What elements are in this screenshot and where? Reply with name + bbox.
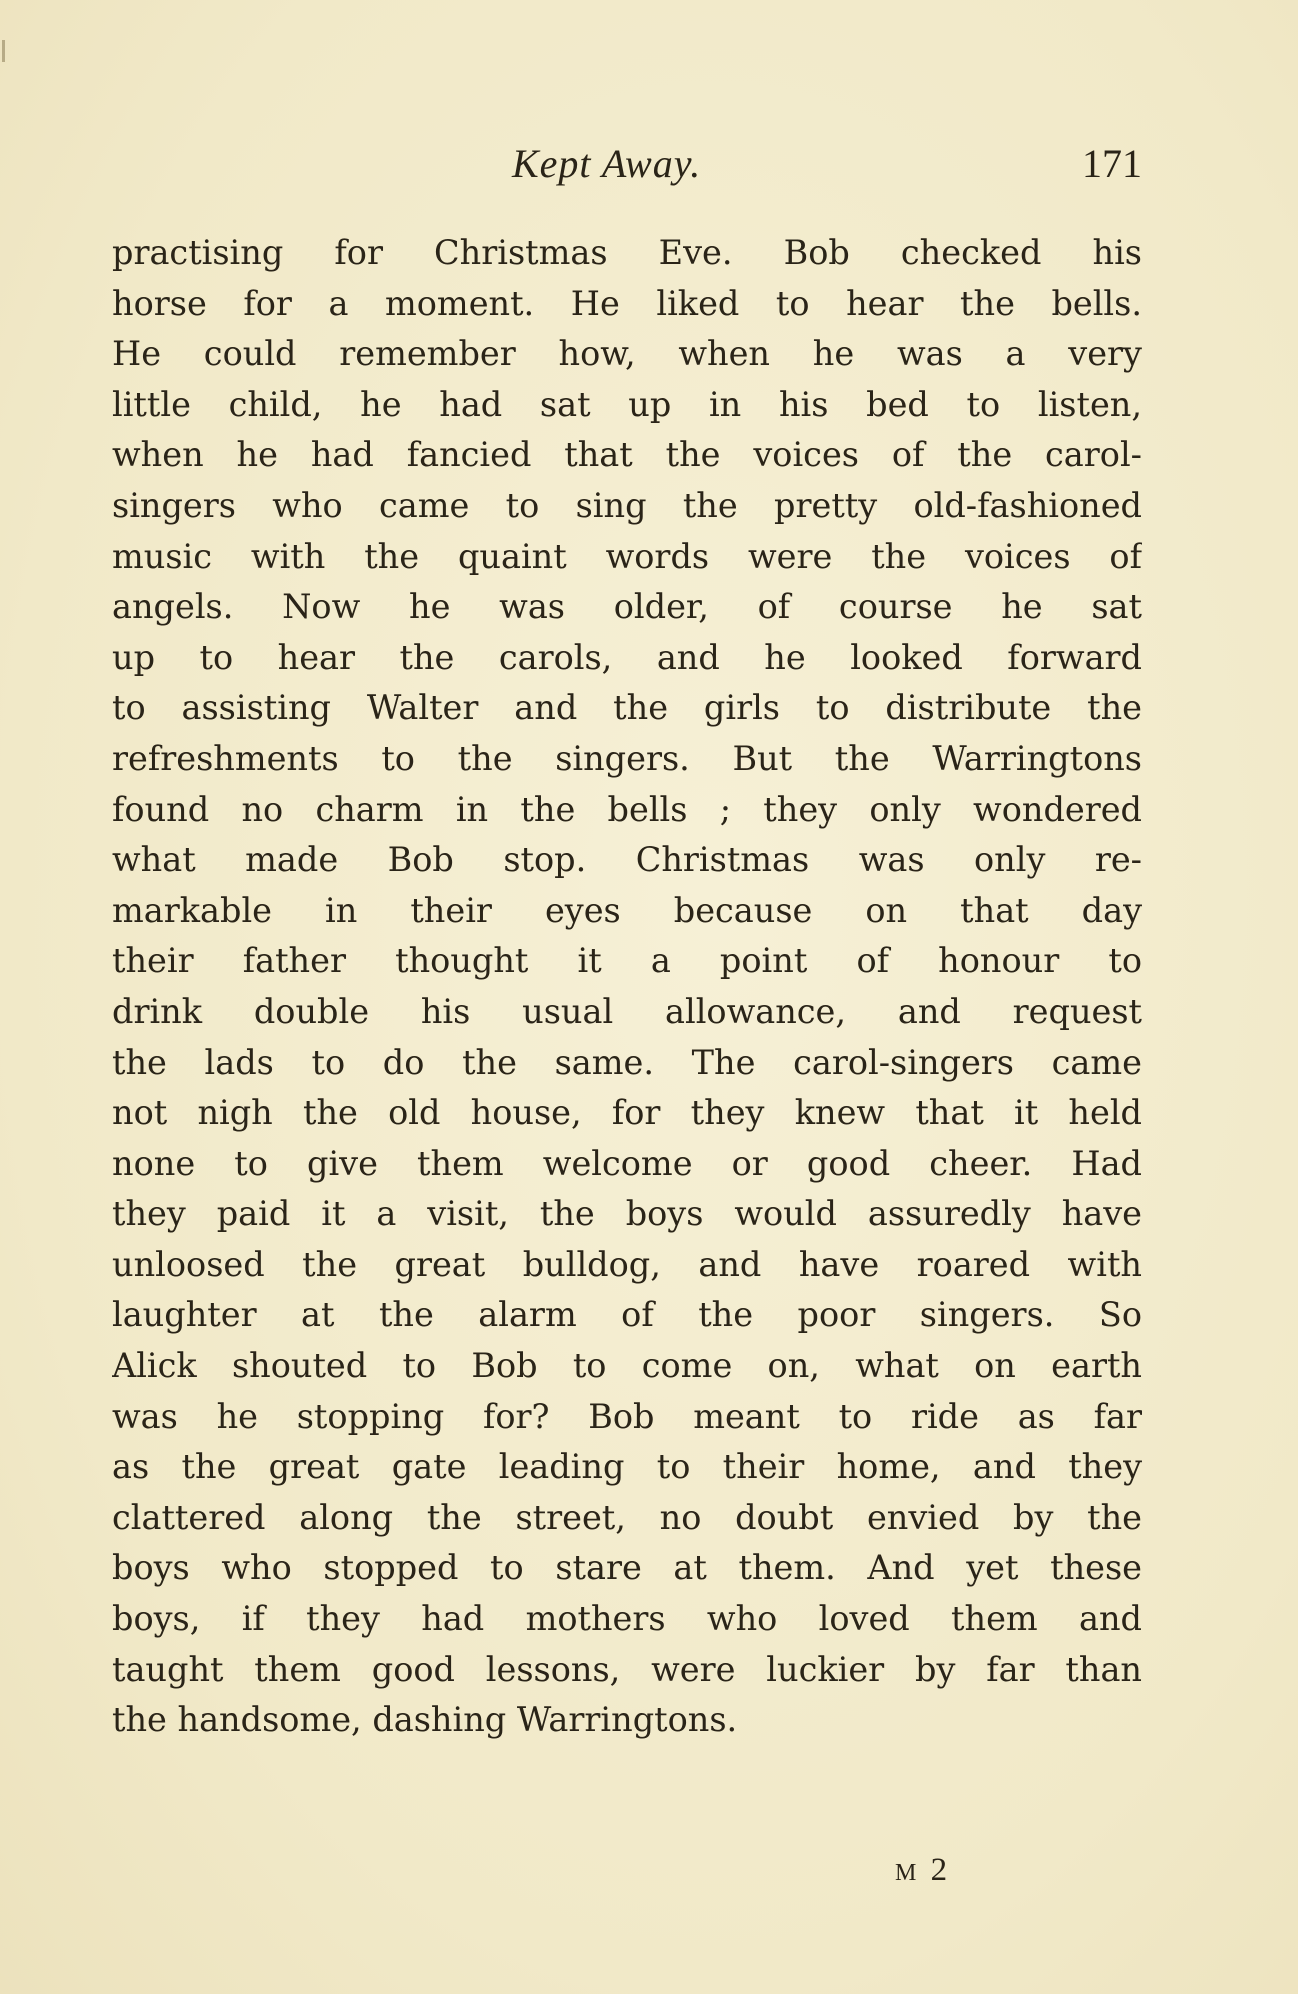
text-line: taught them good lessons, were luckier by far than	[112, 1649, 1142, 1689]
text-line: found no charm in the bells ; they only wondered	[112, 789, 1142, 829]
text-line: boys, if they had mothers who loved them and	[112, 1599, 1142, 1639]
text-line: they paid it a visit, the boys would assuredly have	[112, 1194, 1142, 1234]
body-text	[112, 228, 1142, 1746]
text-line: what made Bob stop. Christmas was only re-	[112, 840, 1142, 880]
text-line: drink double his usual allowance, and request	[112, 991, 1142, 1031]
text-line: refreshments to the singers. But the Warringtons	[112, 738, 1142, 778]
text-line: their father thought it a point of honour to	[112, 941, 1142, 981]
text-line: to assisting Walter and the girls to distribute the	[112, 688, 1142, 728]
text-line: the handsome, dashing Warringtons.	[112, 1700, 738, 1740]
text-line: horse for a moment. He liked to hear the bells.	[112, 283, 1142, 323]
running-title: Kept Away.	[512, 141, 702, 186]
text-line: little child, he had sat up in his bed to listen,	[112, 384, 1142, 424]
text-line: unloosed the great bulldog, and have roared with	[112, 1244, 1142, 1284]
text-line: singers who came to sing the pretty old-fashioned	[112, 485, 1142, 525]
text-line: when he had fancied that the voices of the carol-	[112, 435, 1142, 475]
page-number: 171	[1082, 141, 1142, 186]
text-line: was he stopping for? Bob meant to ride as far	[112, 1396, 1142, 1436]
text-line: markable in their eyes because on that day	[112, 890, 1142, 930]
text-line: angels. Now he was older, of course he sat	[112, 587, 1142, 627]
text-line: none to give them welcome or good cheer. Had	[112, 1143, 1142, 1183]
text-line: clattered along the street, no doubt envied by the	[112, 1497, 1142, 1537]
text-line: boys who stopped to stare at them. And yet these	[112, 1548, 1142, 1588]
text-line: laughter at the alarm of the poor singers. So	[112, 1295, 1142, 1335]
text-line: music with the quaint words were the voices of	[112, 536, 1142, 576]
text-line: Alick shouted to Bob to come on, what on earth	[112, 1346, 1142, 1386]
text-line: practising for Christmas Eve. Bob checked his	[112, 233, 1142, 272]
signature-letter: M	[895, 1860, 920, 1886]
text-line: He could remember how, when he was a very	[112, 334, 1142, 374]
text-line: the lads to do the same. The carol-singers came	[112, 1042, 1142, 1082]
page-edge-mark	[2, 40, 5, 62]
page-header	[112, 140, 1142, 200]
signature-mark	[895, 1852, 950, 1889]
signature-number: 2	[930, 1852, 951, 1888]
text-line: as the great gate leading to their home, and they	[112, 1447, 1142, 1487]
text-line: not nigh the old house, for they knew that it held	[112, 1093, 1142, 1133]
text-line: up to hear the carols, and he looked forward	[112, 637, 1142, 677]
